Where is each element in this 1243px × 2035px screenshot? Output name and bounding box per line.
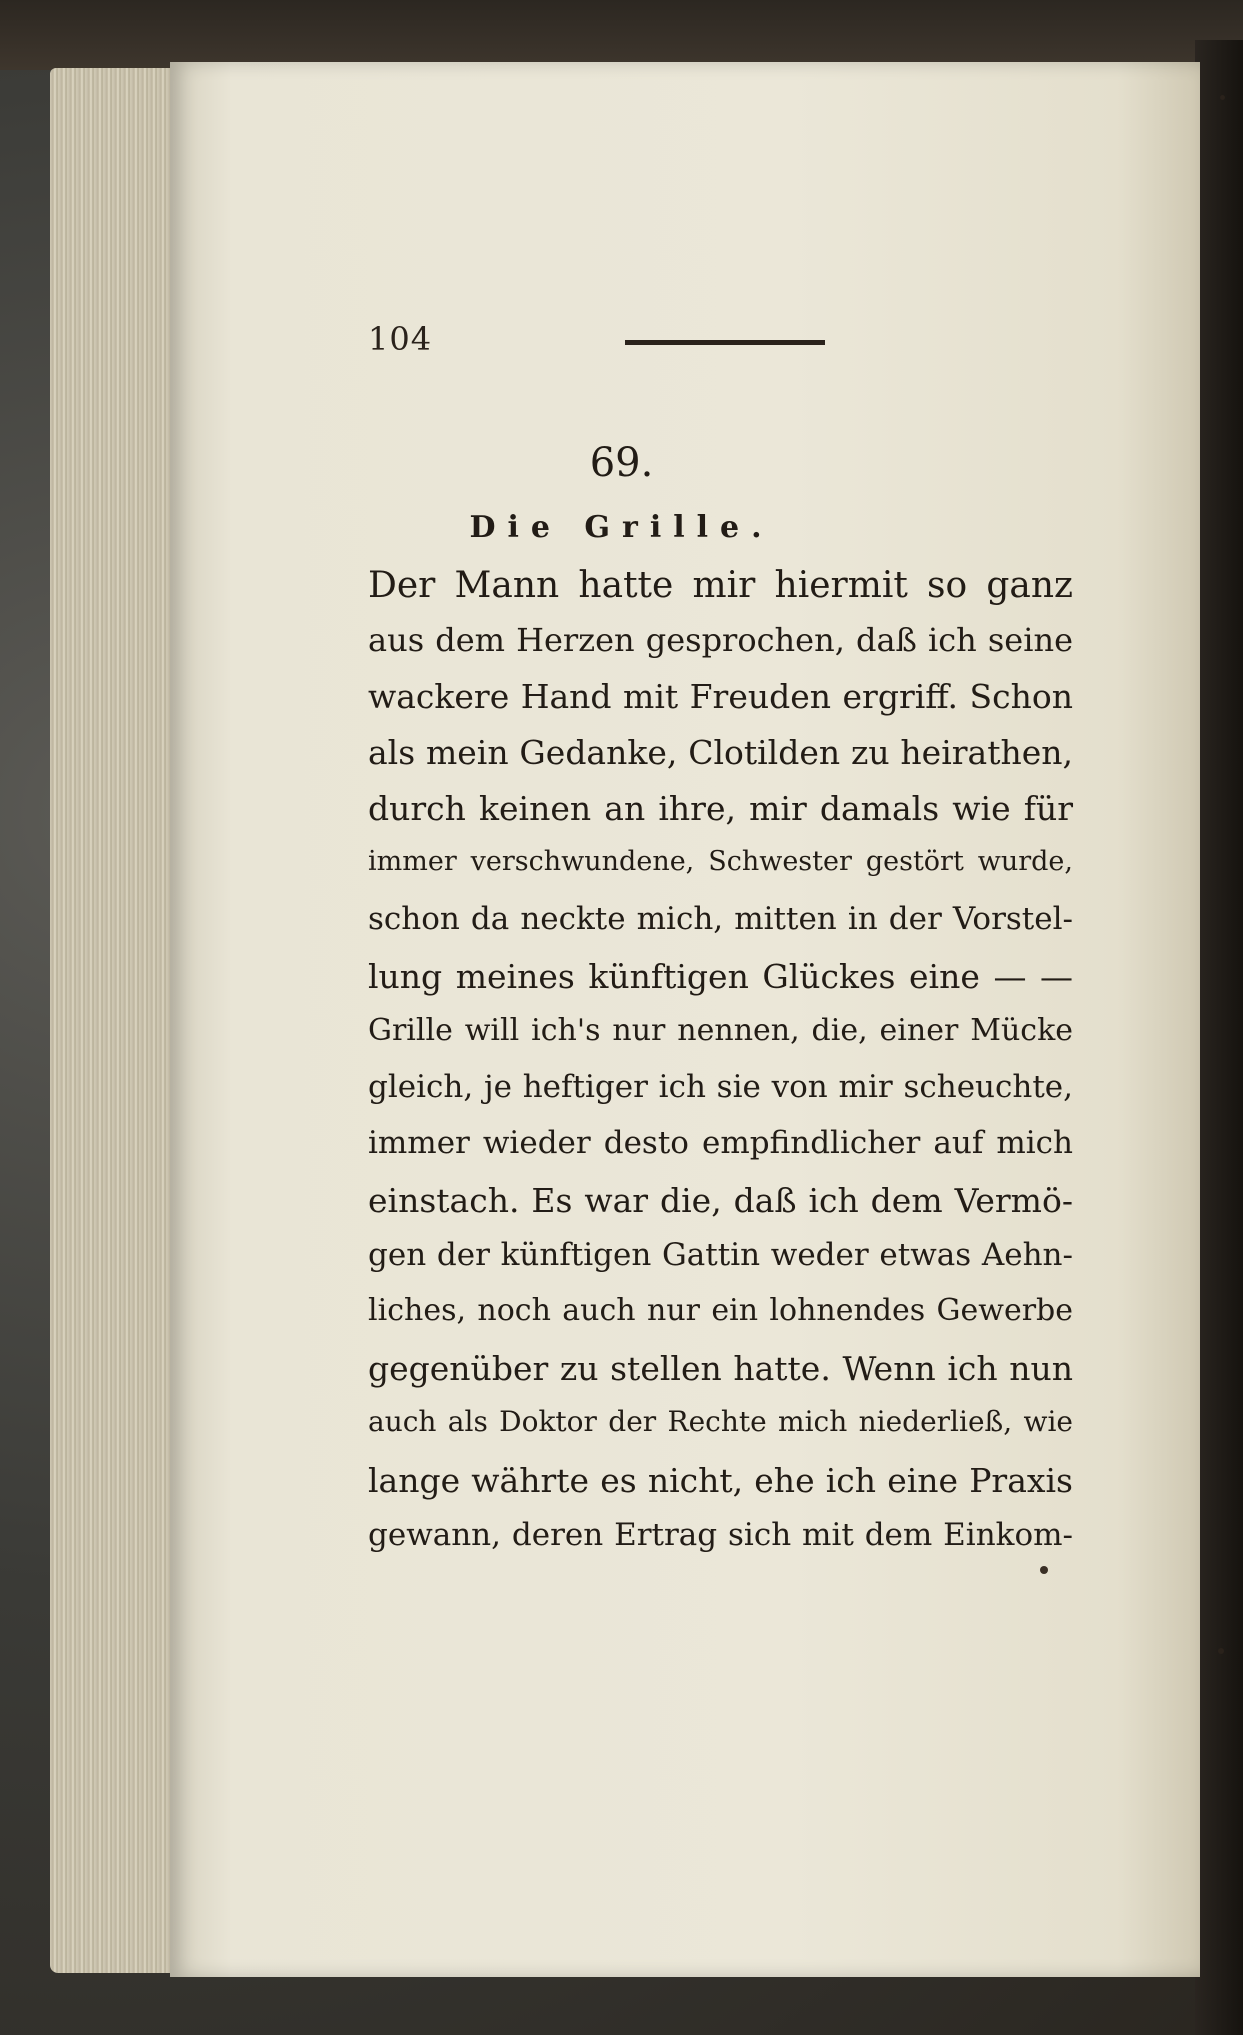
- text-line: lung meines künftigen Glückes eine — —: [368, 957, 1073, 996]
- text-line: gleich, je heftiger ich sie von mir scheuchte,: [368, 1069, 1073, 1105]
- text-line: immer wieder desto empfindlicher auf mich: [368, 1125, 1073, 1161]
- text-line: gegenüber zu stellen hatte. Wenn ich nun: [368, 1349, 1073, 1388]
- text-line: lange währte es nicht, ehe ich eine Praxis: [368, 1461, 1073, 1500]
- text-line: auch als Doktor der Rechte mich niederließ, wie: [368, 1405, 1073, 1438]
- text-line: Der Mann hatte mir hiermit so ganz: [368, 565, 1073, 606]
- page-number: 104: [368, 320, 433, 358]
- page-edges: [50, 68, 180, 1973]
- ink-speck: [1218, 1648, 1224, 1654]
- text-line: durch keinen an ihre, mir damals wie für: [368, 789, 1073, 828]
- text-line: gen der künftigen Gattin weder etwas Aehn-: [368, 1237, 1073, 1273]
- ink-speck: [1220, 95, 1225, 100]
- chapter-title: Die Grille.: [469, 510, 774, 545]
- text-line: wackere Hand mit Freuden ergriff. Schon: [368, 677, 1073, 716]
- header-rule: [625, 340, 825, 345]
- ink-dot: [1040, 1566, 1048, 1574]
- book-cover-right: [1195, 40, 1243, 2035]
- text-line: liches, noch auch nur ein lohnendes Gewerbe: [368, 1293, 1073, 1328]
- text-line: immer verschwundene, Schwester gestört wurde,: [368, 846, 1073, 877]
- text-line: gewann, deren Ertrag sich mit dem Einkom-: [368, 1517, 1073, 1553]
- text-line: einstach. Es war die, daß ich dem Vermö-: [368, 1181, 1073, 1220]
- book-cover-top: [0, 0, 1243, 70]
- text-line: als mein Gedanke, Clotilden zu heirathen,: [368, 733, 1073, 772]
- text-line: schon da neckte mich, mitten in der Vorstel-: [368, 901, 1073, 937]
- chapter-number: 69.: [589, 440, 654, 486]
- text-line: aus dem Herzen gesprochen, daß ich seine: [368, 621, 1073, 659]
- text-line: Grille will ich's nur nennen, die, einer Mücke: [368, 1013, 1073, 1048]
